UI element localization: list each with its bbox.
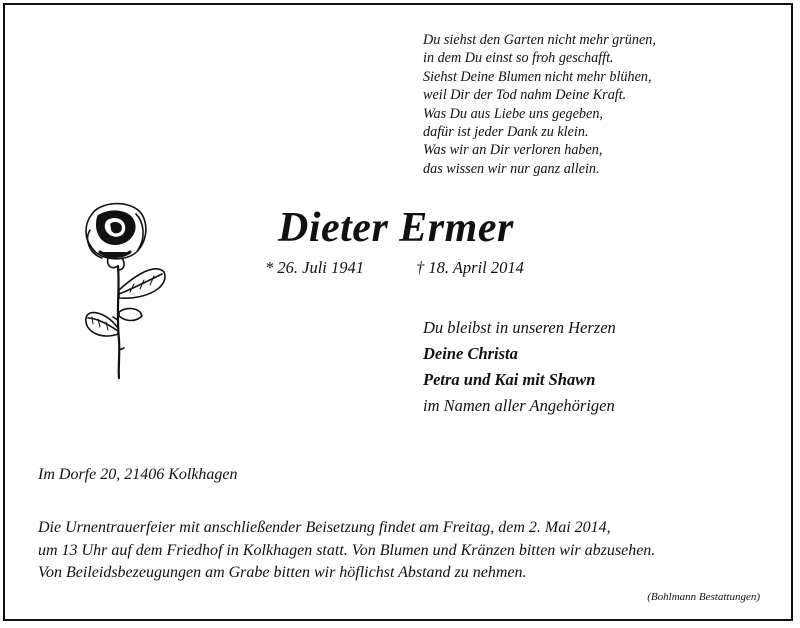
poem-line: Was wir an Dir verloren haben, bbox=[423, 142, 603, 159]
notice-line: Von Beileidsbezeugungen am Grabe bitten wir höflichst Abstand zu nehmen. bbox=[38, 564, 527, 581]
mourners-outro: im Namen aller Angehörigen bbox=[423, 396, 615, 415]
poem-line: Was Du aus Liebe uns gegeben, bbox=[423, 105, 603, 122]
funeral-notice bbox=[38, 517, 655, 585]
mourners-block bbox=[423, 315, 616, 419]
poem-line: das wissen wir nur ganz allein. bbox=[423, 160, 600, 177]
mourner-name: Deine Christa bbox=[423, 344, 518, 363]
poem-line: Du siehst den Garten nicht mehr grünen, bbox=[423, 32, 656, 48]
notice-line: um 13 Uhr auf dem Friedhof in Kolkhagen statt. Von Blumen und Kränzen bitten wir abzusehen. bbox=[38, 541, 656, 559]
death-date: † 18. April 2014 bbox=[416, 258, 524, 277]
deceased-name: Dieter Ermer bbox=[278, 205, 514, 251]
poem-line: weil Dir der Tod nahm Deine Kraft. bbox=[423, 87, 627, 104]
address: Im Dorfe 20, 21406 Kolkhagen bbox=[38, 466, 238, 483]
rose-icon bbox=[78, 200, 170, 380]
birth-date: * 26. Juli 1941 bbox=[265, 258, 364, 277]
poem-line: Siehst Deine Blumen nicht mehr blühen, bbox=[423, 68, 652, 85]
undertaker-credit: (Bohlmann Bestattungen) bbox=[647, 591, 760, 603]
notice-line: Die Urnentrauerfeier mit anschließender Beisetzung findet am Freitag, dem 2. Mai 2014, bbox=[38, 519, 611, 536]
poem-line: in dem Du einst so froh geschafft. bbox=[423, 50, 614, 67]
poem-line: dafür ist jeder Dank zu klein. bbox=[423, 124, 589, 141]
poem bbox=[423, 31, 656, 178]
mourners-intro: Du bleibst in unseren Herzen bbox=[423, 318, 616, 337]
mourner-name: Petra und Kai mit Shawn bbox=[423, 370, 596, 389]
